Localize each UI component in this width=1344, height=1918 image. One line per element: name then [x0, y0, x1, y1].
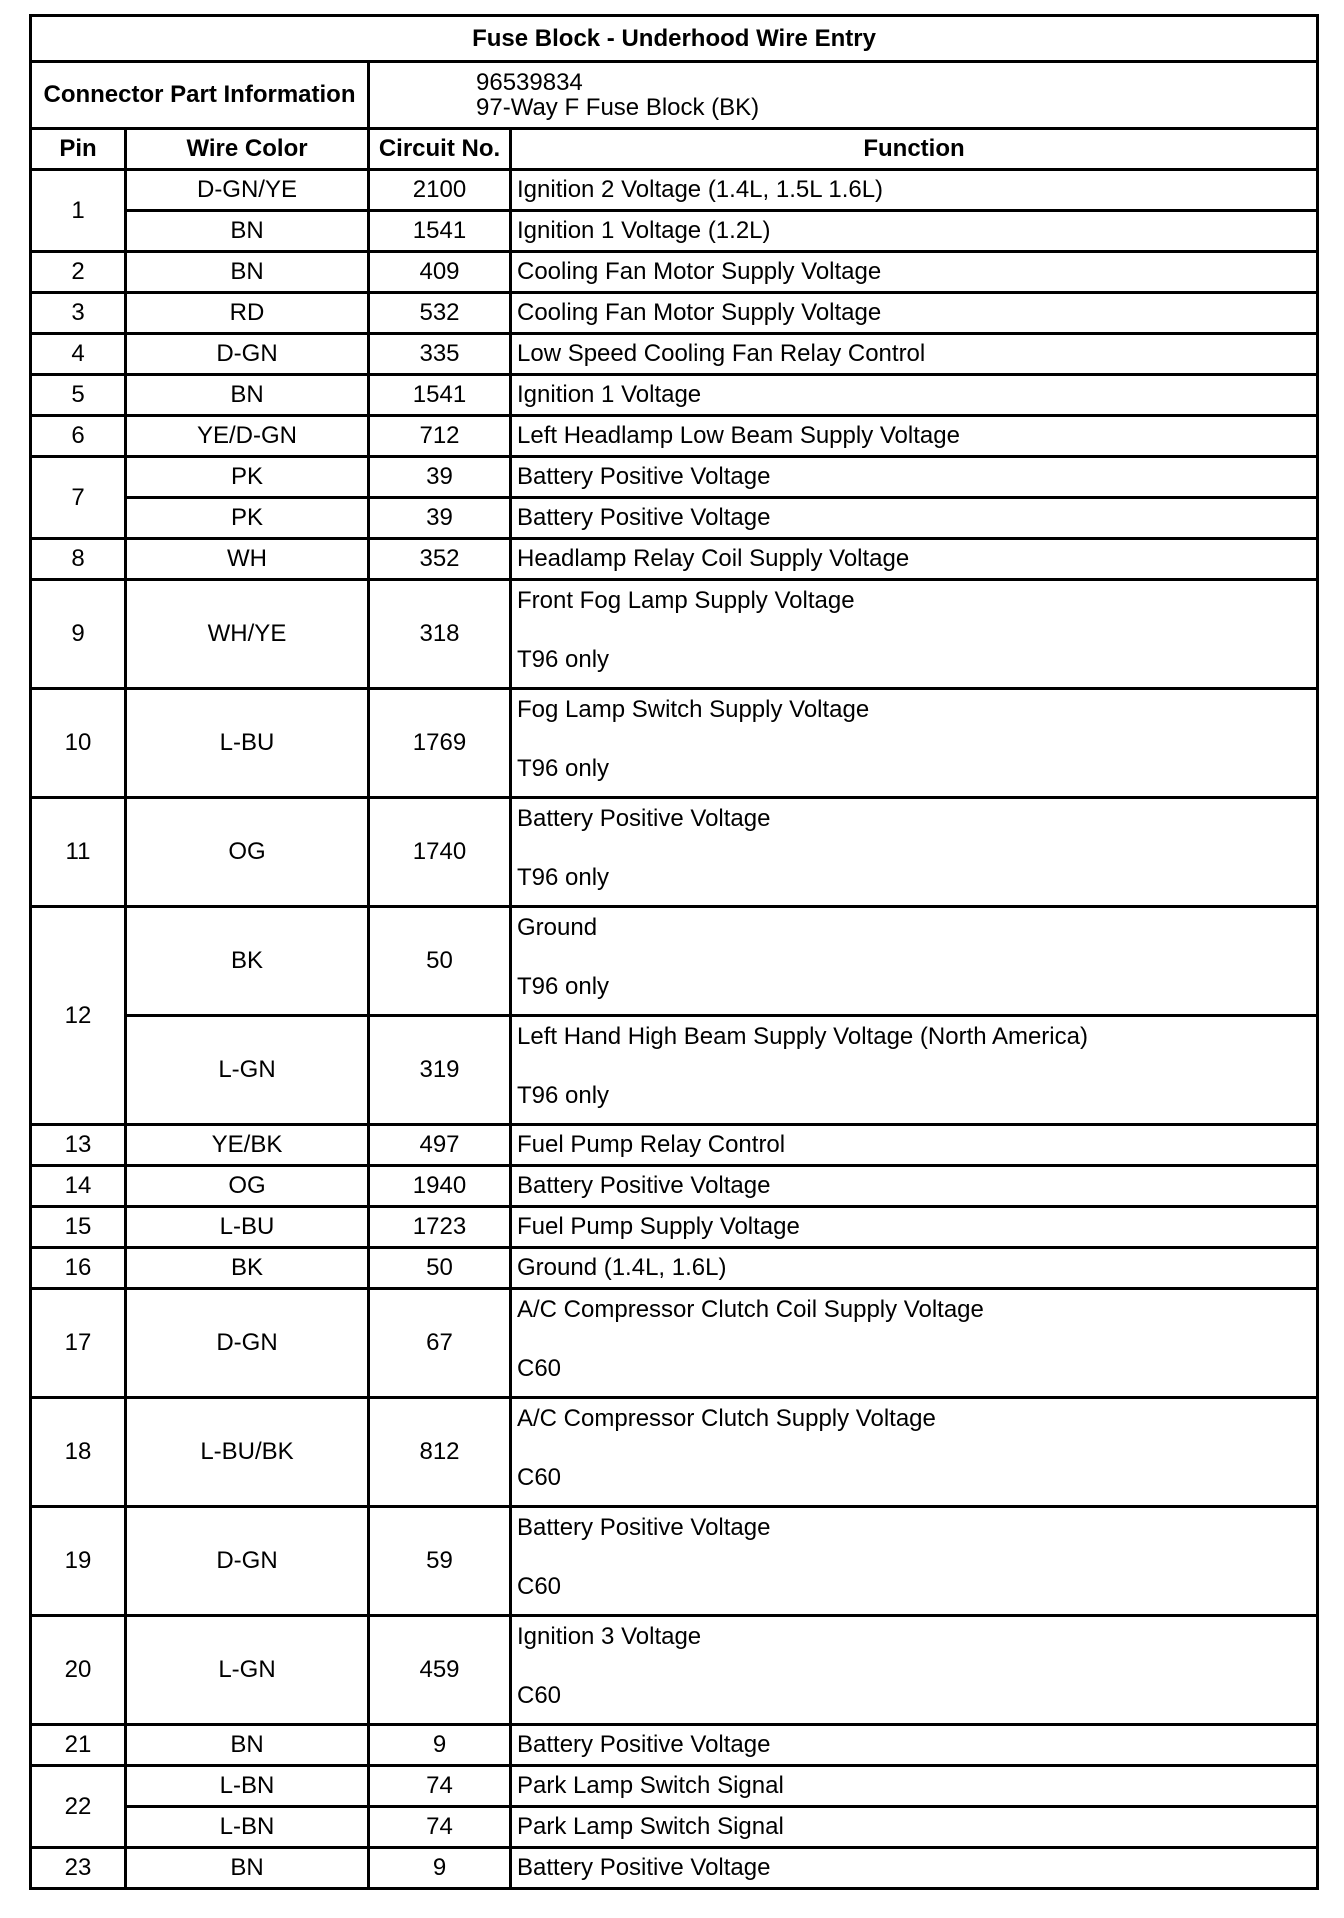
- function-cell: Cooling Fan Motor Supply Voltage: [511, 293, 1318, 334]
- table-row: [31, 1848, 1318, 1889]
- pin-cell: 23: [31, 1848, 126, 1889]
- function-text: A/C Compressor Clutch Coil Supply Voltage: [517, 1296, 984, 1323]
- wire-color-cell: BK: [126, 907, 369, 1016]
- table-row: [31, 1807, 1318, 1848]
- wire-color-cell: BK: [126, 1248, 369, 1289]
- circuit-cell: 2100: [369, 170, 511, 211]
- function-cell: Fuel Pump Relay Control: [511, 1125, 1318, 1166]
- wire-color-cell: BN: [126, 252, 369, 293]
- function-cell: Park Lamp Switch Signal: [511, 1766, 1318, 1807]
- wire-color-cell: D-GN: [126, 1289, 369, 1398]
- table-row: [31, 580, 1318, 689]
- pin-cell: 17: [31, 1289, 126, 1398]
- pin-cell: 1: [31, 170, 126, 252]
- pin-cell: 21: [31, 1725, 126, 1766]
- pin-cell: 7: [31, 457, 126, 539]
- pin-table-body: [31, 170, 1318, 1889]
- connector-part-info-label: Connector Part Information: [31, 62, 369, 129]
- function-note: T96 only: [517, 1082, 610, 1110]
- function-cell: Cooling Fan Motor Supply Voltage: [511, 252, 1318, 293]
- wire-color-cell: RD: [126, 293, 369, 334]
- column-header-pin: Pin: [31, 129, 126, 170]
- pin-cell: 16: [31, 1248, 126, 1289]
- circuit-cell: 50: [369, 1248, 511, 1289]
- connector-description: 97-Way F Fuse Block (BK): [476, 94, 760, 121]
- function-text: Fog Lamp Switch Supply Voltage: [517, 696, 870, 723]
- circuit-cell: 532: [369, 293, 511, 334]
- function-text: A/C Compressor Clutch Supply Voltage: [517, 1405, 936, 1432]
- function-note: T96 only: [517, 755, 610, 783]
- wire-color-cell: BN: [126, 1725, 369, 1766]
- circuit-cell: 74: [369, 1807, 511, 1848]
- table-row: [31, 1766, 1318, 1807]
- pin-cell: 12: [31, 907, 126, 1125]
- table-row: [31, 170, 1318, 211]
- function-note: T96 only: [517, 646, 610, 674]
- table-row: [31, 211, 1318, 252]
- wire-color-cell: D-GN: [126, 1507, 369, 1616]
- function-note: T96 only: [517, 973, 610, 1001]
- function-text: Ground: [517, 914, 598, 941]
- pin-cell: 13: [31, 1125, 126, 1166]
- table-row: [31, 498, 1318, 539]
- circuit-cell: 67: [369, 1289, 511, 1398]
- function-cell: [511, 1398, 1318, 1507]
- wire-color-cell: L-BU: [126, 1207, 369, 1248]
- wire-color-cell: BN: [126, 1848, 369, 1889]
- circuit-cell: 74: [369, 1766, 511, 1807]
- function-cell: Left Headlamp Low Beam Supply Voltage: [511, 416, 1318, 457]
- connector-table: [29, 14, 1319, 1890]
- table-row: [31, 334, 1318, 375]
- function-text: Ignition 3 Voltage: [517, 1623, 702, 1650]
- pin-cell: 6: [31, 416, 126, 457]
- circuit-cell: 9: [369, 1848, 511, 1889]
- table-title: Fuse Block - Underhood Wire Entry: [31, 16, 1318, 62]
- wire-color-cell: YE/BK: [126, 1125, 369, 1166]
- pin-cell: 9: [31, 580, 126, 689]
- wire-color-cell: WH/YE: [126, 580, 369, 689]
- circuit-cell: 812: [369, 1398, 511, 1507]
- function-cell: Low Speed Cooling Fan Relay Control: [511, 334, 1318, 375]
- function-note: C60: [517, 1355, 562, 1383]
- circuit-cell: 335: [369, 334, 511, 375]
- function-cell: [511, 689, 1318, 798]
- circuit-cell: 712: [369, 416, 511, 457]
- table-row: [31, 416, 1318, 457]
- function-cell: [511, 1507, 1318, 1616]
- function-note: C60: [517, 1682, 562, 1710]
- pin-cell: 14: [31, 1166, 126, 1207]
- connector-part-info-value: [369, 62, 1318, 129]
- wire-color-cell: L-BU/BK: [126, 1398, 369, 1507]
- function-cell: Ignition 1 Voltage (1.2L): [511, 211, 1318, 252]
- function-cell: Battery Positive Voltage: [511, 1725, 1318, 1766]
- circuit-cell: 319: [369, 1016, 511, 1125]
- circuit-cell: 1769: [369, 689, 511, 798]
- table-row: [31, 539, 1318, 580]
- function-cell: Park Lamp Switch Signal: [511, 1807, 1318, 1848]
- table-row: [31, 1616, 1318, 1725]
- wire-color-cell: PK: [126, 498, 369, 539]
- table-row: [31, 1125, 1318, 1166]
- wire-color-cell: L-GN: [126, 1616, 369, 1725]
- pin-cell: 18: [31, 1398, 126, 1507]
- function-cell: Battery Positive Voltage: [511, 1166, 1318, 1207]
- table-row: [31, 1725, 1318, 1766]
- table-row: [31, 457, 1318, 498]
- function-cell: [511, 580, 1318, 689]
- function-cell: Headlamp Relay Coil Supply Voltage: [511, 539, 1318, 580]
- circuit-cell: 9: [369, 1725, 511, 1766]
- wire-color-cell: L-BN: [126, 1766, 369, 1807]
- wire-color-cell: YE/D-GN: [126, 416, 369, 457]
- function-cell: Battery Positive Voltage: [511, 498, 1318, 539]
- function-text: Front Fog Lamp Supply Voltage: [517, 587, 855, 614]
- table-row: [31, 375, 1318, 416]
- circuit-cell: 1740: [369, 798, 511, 907]
- pin-cell: 8: [31, 539, 126, 580]
- table-row: [31, 252, 1318, 293]
- column-header-circuit: Circuit No.: [369, 129, 511, 170]
- table-row: [31, 293, 1318, 334]
- table-row: [31, 798, 1318, 907]
- pin-cell: 15: [31, 1207, 126, 1248]
- table-row: [31, 1248, 1318, 1289]
- function-cell: Battery Positive Voltage: [511, 1848, 1318, 1889]
- table-row: [31, 1289, 1318, 1398]
- circuit-cell: 1723: [369, 1207, 511, 1248]
- function-cell: [511, 1289, 1318, 1398]
- wire-color-cell: D-GN: [126, 334, 369, 375]
- function-text: Battery Positive Voltage: [517, 1514, 771, 1541]
- table-row: [31, 1398, 1318, 1507]
- function-note: T96 only: [517, 864, 610, 892]
- function-cell: [511, 798, 1318, 907]
- function-cell: [511, 1616, 1318, 1725]
- function-cell: Ignition 1 Voltage: [511, 375, 1318, 416]
- wire-color-cell: L-GN: [126, 1016, 369, 1125]
- function-cell: Ignition 2 Voltage (1.4L, 1.5L 1.6L): [511, 170, 1318, 211]
- column-header-wire-color: Wire Color: [126, 129, 369, 170]
- wire-color-cell: OG: [126, 1166, 369, 1207]
- pin-cell: 20: [31, 1616, 126, 1725]
- pin-cell: 3: [31, 293, 126, 334]
- function-cell: [511, 1016, 1318, 1125]
- circuit-cell: 352: [369, 539, 511, 580]
- function-note: C60: [517, 1573, 562, 1601]
- circuit-cell: 318: [369, 580, 511, 689]
- circuit-cell: 50: [369, 907, 511, 1016]
- pin-cell: 22: [31, 1766, 126, 1848]
- pin-cell: 5: [31, 375, 126, 416]
- wire-color-cell: BN: [126, 211, 369, 252]
- column-header-function: Function: [511, 129, 1318, 170]
- pin-cell: 4: [31, 334, 126, 375]
- wire-color-cell: OG: [126, 798, 369, 907]
- circuit-cell: 39: [369, 457, 511, 498]
- wire-color-cell: D-GN/YE: [126, 170, 369, 211]
- function-cell: Ground (1.4L, 1.6L): [511, 1248, 1318, 1289]
- wire-color-cell: L-BN: [126, 1807, 369, 1848]
- table-row: [31, 907, 1318, 1016]
- circuit-cell: 1541: [369, 375, 511, 416]
- table-row: [31, 1166, 1318, 1207]
- wire-color-cell: L-BU: [126, 689, 369, 798]
- wire-color-cell: BN: [126, 375, 369, 416]
- circuit-cell: 1940: [369, 1166, 511, 1207]
- pin-cell: 10: [31, 689, 126, 798]
- table-row: [31, 1207, 1318, 1248]
- function-note: C60: [517, 1464, 562, 1492]
- pin-cell: 11: [31, 798, 126, 907]
- circuit-cell: 459: [369, 1616, 511, 1725]
- function-text: Left Hand High Beam Supply Voltage (North America): [517, 1023, 1088, 1050]
- wire-color-cell: WH: [126, 539, 369, 580]
- circuit-cell: 39: [369, 498, 511, 539]
- circuit-cell: 497: [369, 1125, 511, 1166]
- table-row: [31, 1507, 1318, 1616]
- function-cell: Fuel Pump Supply Voltage: [511, 1207, 1318, 1248]
- circuit-cell: 1541: [369, 211, 511, 252]
- table-row: [31, 689, 1318, 798]
- circuit-cell: 59: [369, 1507, 511, 1616]
- circuit-cell: 409: [369, 252, 511, 293]
- pin-cell: 19: [31, 1507, 126, 1616]
- function-cell: Battery Positive Voltage: [511, 457, 1318, 498]
- column-header-row: [31, 129, 1318, 170]
- table-row: [31, 1016, 1318, 1125]
- wire-color-cell: PK: [126, 457, 369, 498]
- pin-cell: 2: [31, 252, 126, 293]
- connector-part-number: 96539834: [476, 68, 583, 96]
- function-text: Battery Positive Voltage: [517, 805, 771, 832]
- function-cell: [511, 907, 1318, 1016]
